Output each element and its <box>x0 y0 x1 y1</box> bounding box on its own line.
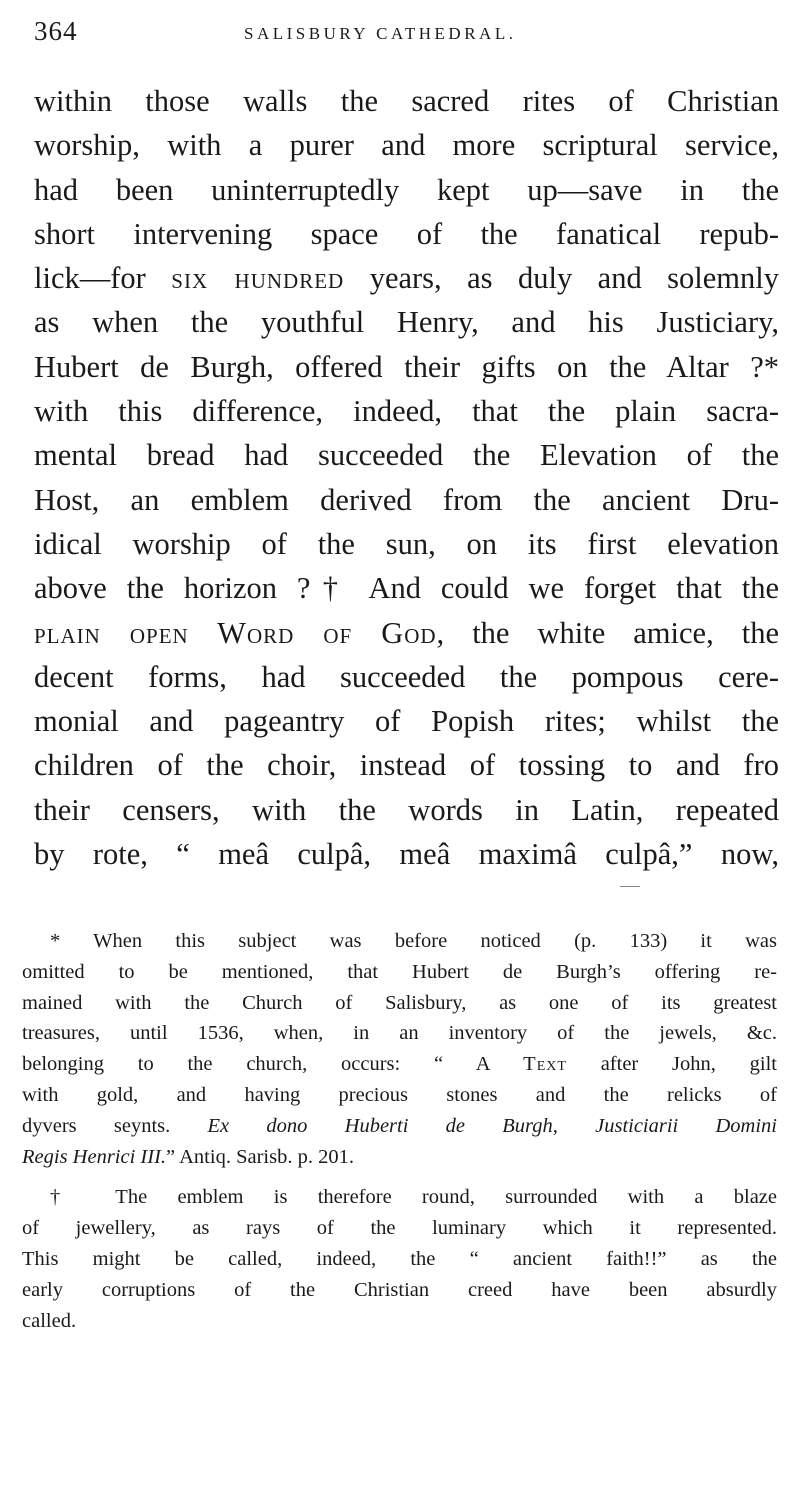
text-line: had been uninterruptedly kept up—save in the <box>34 172 779 207</box>
text-line: Hubert de Burgh, offered their gifts on the Altar ?* <box>34 349 779 384</box>
main-text <box>34 79 779 876</box>
text-line: above the horizon ?† And could we forget that the <box>34 571 779 606</box>
small-caps-text: Text <box>523 1053 567 1076</box>
italic-text: Ex dono Huberti de Burgh, Justiciarii Domini <box>207 1114 777 1137</box>
page-header <box>34 16 778 56</box>
footnote-line <box>22 1111 777 1142</box>
footnote-2 <box>22 1182 777 1336</box>
footnote-line: † The emblem is therefore round, surrounded with a blaze <box>50 1186 777 1209</box>
footnote-line: early corruptions of the Christian creed have been absurdly <box>22 1278 777 1301</box>
text-line: decent forms, had succeeded the pompous cere- <box>34 659 779 694</box>
footnote-1 <box>22 926 777 1172</box>
page-number: 364 <box>34 16 78 46</box>
small-caps-text: plain open Word of God <box>34 615 437 650</box>
text-line <box>34 611 779 655</box>
footnote-line: * When this subject was before noticed (p. 133) it was <box>50 930 777 952</box>
text-line: mental bread had succeeded the Elevation of the <box>34 438 779 473</box>
text-line: worship, with a purer and more scriptural service, <box>34 128 779 163</box>
footnote-line <box>22 1049 777 1080</box>
text-fragment: belonging to the church, occurs: “ A <box>22 1053 524 1076</box>
footnotes <box>22 926 777 1336</box>
footnote-line: mained with the Church of Salisbury, as one of its greatest <box>22 991 777 1014</box>
text-line: Host, an emblem derived from the ancient Dru- <box>34 482 779 517</box>
text-line: monial and pageantry of Popish rites; whilst the <box>34 704 779 739</box>
small-caps-text: six hundred <box>171 261 345 296</box>
text-line <box>34 256 779 300</box>
footnote-line: of jewellery, as rays of the luminary which it represented. <box>22 1217 777 1240</box>
footnote-line <box>22 1142 777 1173</box>
text-line: their censers, with the words in Latin, repeated <box>34 792 779 827</box>
footnote-line: omitted to be mentioned, that Hubert de Burgh’s offering re- <box>22 960 777 983</box>
text-line: short intervening space of the fanatical repub- <box>34 216 779 251</box>
text-line: idical worship of the sun, on its first elevation <box>34 526 779 561</box>
text-line: as when the youthful Henry, and his Justiciary, <box>34 305 779 340</box>
text-fragment: dyvers seynts. <box>22 1114 171 1137</box>
text-fragment: ” Antiq. Sarisb. p. 201. <box>166 1145 354 1168</box>
text-line: by rote, “ meâ culpâ, meâ maximâ culpâ,” now, <box>34 837 779 872</box>
text-fragment: years, as duly and solemnly <box>344 261 779 296</box>
italic-text: Regis Henrici III. <box>22 1145 167 1168</box>
running-title: SALISBURY CATHEDRAL. <box>244 24 517 43</box>
text-line: with this difference, indeed, that the plain sacra- <box>34 394 779 429</box>
text-fragment: lick—for <box>34 261 172 296</box>
text-line: within those walls the sacred rites of Christian <box>34 84 779 118</box>
footnote-line: with gold, and having precious stones and the relicks of <box>22 1083 777 1106</box>
footnote-line: treasures, until 1536, when, in an inventory of the jewels, &c. <box>22 1022 777 1045</box>
footnote-line: This might be called, indeed, the “ ancient faith!!” as the <box>22 1247 777 1270</box>
text-fragment: after John, gilt <box>566 1053 777 1076</box>
text-line: children of the choir, instead of tossing to and fro <box>34 748 779 783</box>
text-fragment: , the white amice, the <box>436 615 779 650</box>
separator-rule <box>620 886 640 887</box>
footnote-line: called. <box>22 1309 77 1332</box>
